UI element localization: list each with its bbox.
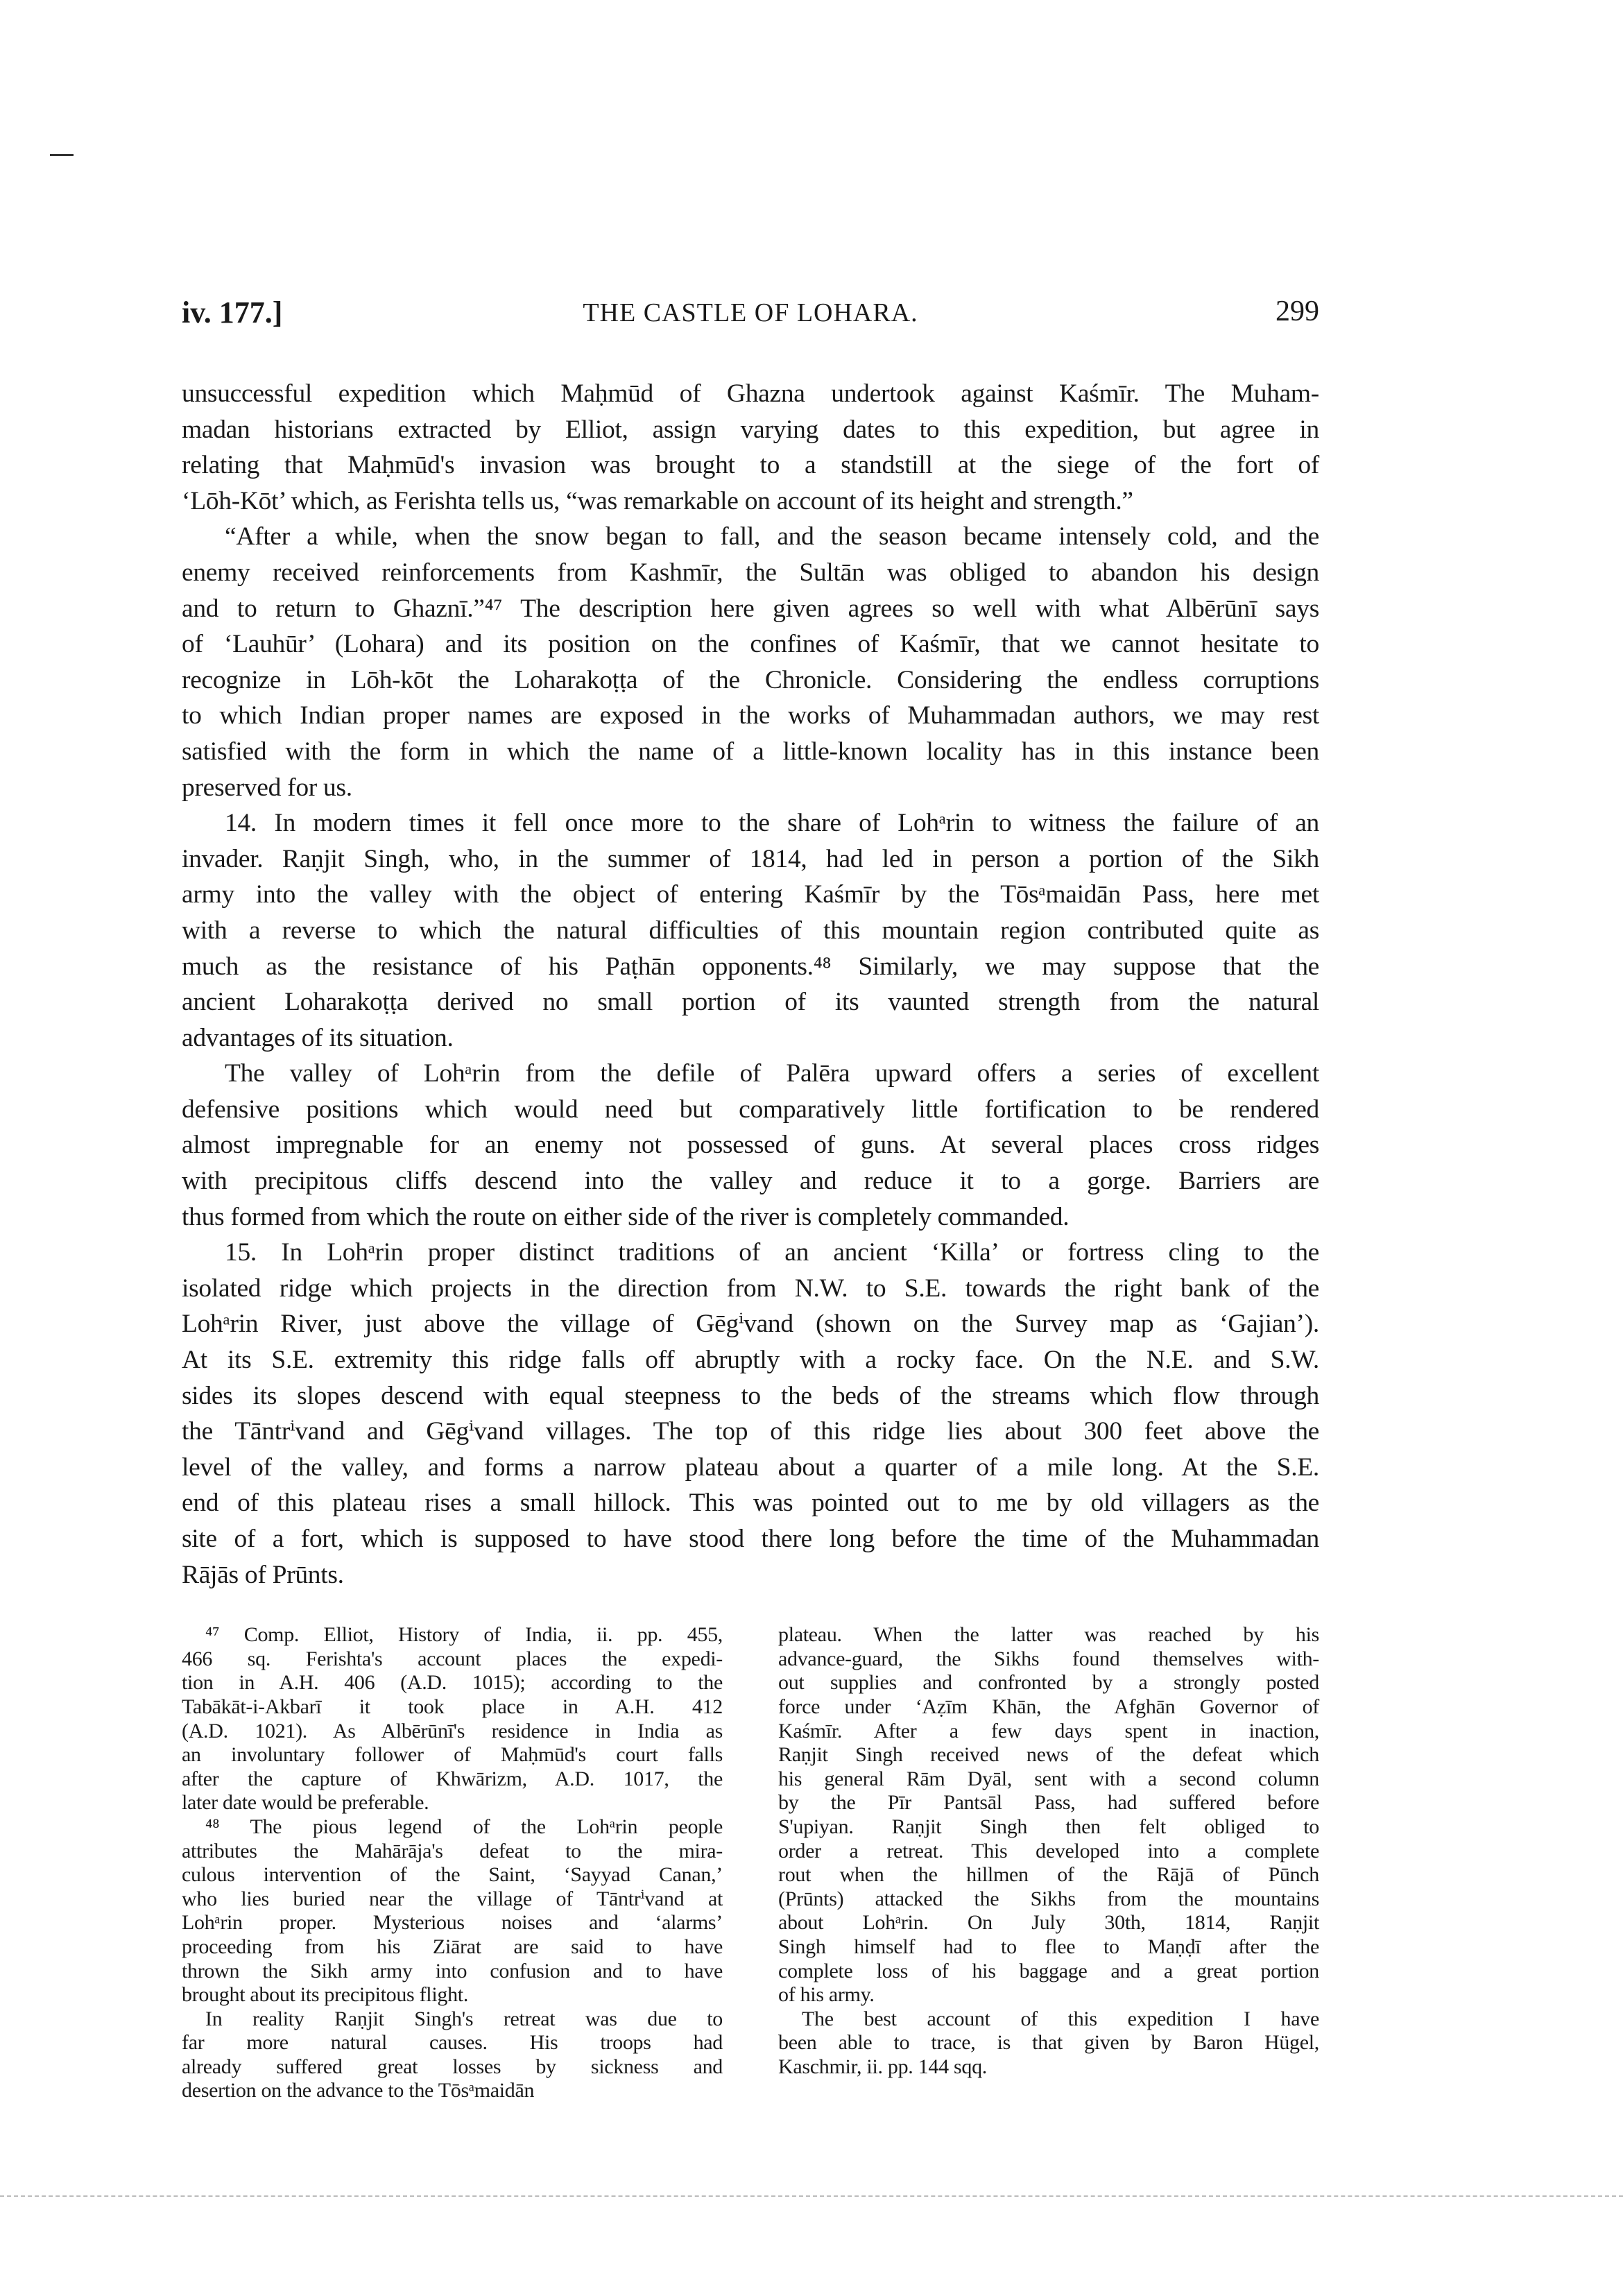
- text-line: Kaśmīr. After a few days spent in inaction,: [778, 1719, 1319, 1742]
- text-line: an involuntary follower of Maḥmūd's court falls: [182, 1743, 723, 1767]
- text-line: Lohᵃrin River, just above the village of Gēgⁱvand (shown on the Survey map as ‘Gajian’).: [182, 1310, 1319, 1339]
- margin-mark: [50, 154, 74, 156]
- text-line: advance-guard, the Sikhs found themselves with-: [778, 1647, 1319, 1670]
- footnote: [182, 1815, 723, 2007]
- text-line: ⁴⁷ Comp. Elliot, History of India, ii. pp. 455,: [205, 1623, 723, 1647]
- text-line: Rājās of Prūnts.: [182, 1560, 344, 1589]
- footnote: [778, 1623, 1319, 2007]
- scan-edge-line: [0, 2195, 1623, 2197]
- text-line: far more natural causes. His troops had: [182, 2031, 723, 2055]
- text-line: with a reverse to which the natural difficulties of this mountain region contributed quite as: [182, 916, 1319, 945]
- text-line: order a retreat. This developed into a complete: [778, 1839, 1319, 1862]
- text-line: The valley of Lohᵃrin from the defile of Palēra upward offers a series of excellent: [225, 1059, 1319, 1088]
- text-line: by the Pīr Pantsāl Pass, had suffered before: [778, 1791, 1319, 1815]
- text-line: proceeding from his Ziārat are said to have: [182, 1935, 723, 1958]
- text-line: complete loss of his baggage and a great portion: [778, 1959, 1319, 1982]
- text-line: been able to trace, is that given by Baron Hügel,: [778, 2031, 1319, 2055]
- text-line: rout when the hillmen of the Rājā of Pūnch: [778, 1863, 1319, 1887]
- text-line: Kaschmir, ii. pp. 144 sqq.: [778, 2055, 987, 2078]
- text-line: satisfied with the form in which the name of a little-known locality has in this instance been: [182, 737, 1319, 766]
- text-line: preserved for us.: [182, 773, 352, 802]
- paragraph: [182, 519, 1319, 805]
- text-line: (Prūnts) attacked the Sikhs from the mountains: [778, 1887, 1319, 1910]
- text-line: site of a fort, which is supposed to have stood there long before the time of the Muhammadan: [182, 1525, 1319, 1553]
- text-line: of his army.: [778, 1983, 875, 2007]
- text-line: plateau. When the latter was reached by his: [778, 1623, 1319, 1647]
- text-line: advantages of its situation.: [182, 1023, 454, 1052]
- text-line: 15. In Lohᵃrin proper distinct traditions of an ancient ‘Killa’ or fortress cling to the: [225, 1238, 1319, 1267]
- text-line: ancient Loharakoṭṭa derived no small portion of its vaunted strength from the natural: [182, 988, 1319, 1017]
- footnote: [182, 1623, 723, 1815]
- text-line: after the capture of Khwārizm, A.D. 1017, the: [182, 1767, 723, 1790]
- text-line: In reality Raṇjit Singh's retreat was due to: [205, 2007, 723, 2030]
- text-line: unsuccessful expedition which Maḥmūd of Ghazna undertook against Kaśmīr. The Muham-: [182, 379, 1319, 408]
- text-line: (A.D. 1021). As Albērūnī's residence in India as: [182, 1719, 723, 1742]
- text-line: out supplies and confronted by a strongly posted: [778, 1671, 1319, 1695]
- text-line: ⁴⁸ The pious legend of the Lohᵃrin people: [205, 1815, 723, 1838]
- text-line: desertion on the advance to the Tōsᵃmaidān: [182, 2079, 535, 2102]
- text-line: Singh himself had to flee to Maṇḍī after the: [778, 1935, 1319, 1958]
- text-line: level of the valley, and forms a narrow plateau about a quarter of a mile long. At the S.E.: [182, 1453, 1319, 1482]
- text-line: Tabākāt-i-Akbarī it took place in A.H. 412: [182, 1695, 723, 1718]
- text-line: S'upiyan. Raṇjit Singh then felt obliged to: [778, 1815, 1319, 1838]
- page-title: THE CASTLE OF LOHARA.: [583, 298, 918, 327]
- text-line: with precipitous cliffs descend into the valley and reduce it to a gorge. Barriers are: [182, 1167, 1319, 1196]
- text-line: Raṇjit Singh received news of the defeat which: [778, 1743, 1319, 1767]
- footnote: [182, 2007, 723, 2103]
- text-line: to which Indian proper names are exposed in the works of Muhammadan authors, we may rest: [182, 701, 1319, 730]
- text-line: end of this plateau rises a small hillock. This was pointed out to me by old villagers as the: [182, 1489, 1319, 1518]
- text-line: much as the resistance of his Paṭhān opponents.⁴⁸ Similarly, we may suppose that the: [182, 952, 1319, 981]
- text-line: invader. Raṇjit Singh, who, in the summer of 1814, had led in person a portion of the Sikh: [182, 844, 1319, 873]
- text-line: enemy received reinforcements from Kashmīr, the Sultān was obliged to abandon his design: [182, 558, 1319, 587]
- text-line: recognize in Lōh-kōt the Loharakoṭṭa of the Chronicle. Considering the endless corruptions: [182, 665, 1319, 694]
- text-line: the Tāntrⁱvand and Gēgⁱvand villages. The top of this ridge lies about 300 feet above the: [182, 1417, 1319, 1446]
- text-line: culous intervention of the Saint, ‘Sayyad Canan,’: [182, 1863, 723, 1887]
- text-line: almost impregnable for an enemy not possessed of guns. At several places cross ridges: [182, 1131, 1319, 1160]
- footnotes-left-column: [182, 1623, 723, 2103]
- text-line: army into the valley with the object of entering Kaśmīr by the Tōsᵃmaidān Pass, here met: [182, 880, 1319, 909]
- text-line: and to return to Ghaznī.”⁴⁷ The description here given agrees so well with what Albērūnī says: [182, 594, 1319, 623]
- footnotes-right-column: [778, 1623, 1319, 2103]
- text-line: isolated ridge which projects in the direction from N.W. to S.E. towards the right bank of the: [182, 1274, 1319, 1303]
- text-line: At its S.E. extremity this ridge falls off abruptly with a rocky face. On the N.E. and S.W.: [182, 1346, 1319, 1375]
- text-line: about Lohᵃrin. On July 30th, 1814, Raṇjit: [778, 1911, 1319, 1935]
- paragraph: [182, 805, 1319, 1056]
- text-line: 466 sq. Ferishta's account places the expedi-: [182, 1647, 723, 1670]
- text-line: brought about its precipitous flight.: [182, 1983, 469, 2007]
- text-line: thrown the Sikh army into confusion and to have: [182, 1959, 723, 1982]
- text-line: sides its slopes descend with equal steepness to the beds of the streams which flow through: [182, 1381, 1319, 1410]
- text-line: The best account of this expedition I have: [802, 2007, 1319, 2030]
- text-line: force under ‘Aẓīm Khān, the Afghān Governor of: [778, 1695, 1319, 1718]
- paragraph: [182, 376, 1319, 519]
- paragraph: [182, 1056, 1319, 1235]
- text-line: who lies buried near the village of Tāntrⁱvand at: [182, 1887, 723, 1910]
- text-line: defensive positions which would need but comparatively little fortification to be rendered: [182, 1095, 1319, 1124]
- text-line: tion in A.H. 406 (A.D. 1015); according to the: [182, 1671, 723, 1695]
- text-line: 14. In modern times it fell once more to the share of Lohᵃrin to witness the failure of an: [225, 809, 1319, 838]
- section-reference: iv. 177.]: [182, 295, 283, 329]
- text-line: relating that Maḥmūd's invasion was brought to a standstill at the siege of the fort of: [182, 451, 1319, 480]
- text-line: madan historians extracted by Elliot, assign varying dates to this expedition, but agree in: [182, 415, 1319, 444]
- text-line: attributes the Mahārāja's defeat to the mira-: [182, 1839, 723, 1862]
- text-line: already suffered great losses by sickness and: [182, 2055, 723, 2078]
- footnote: [778, 2007, 1319, 2080]
- text-line: later date would be preferable.: [182, 1791, 429, 1815]
- text-line: of ‘Lauhūr’ (Lohara) and its position on the confines of Kaśmīr, that we cannot hesitate to: [182, 630, 1319, 659]
- text-line: his general Rām Dyāl, sent with a second column: [778, 1767, 1319, 1790]
- main-text: [182, 376, 1319, 1593]
- paragraph: [182, 1235, 1319, 1593]
- running-header: [182, 295, 1319, 336]
- text-line: thus formed from which the route on either side of the river is completely commanded.: [182, 1202, 1070, 1231]
- text-line: ‘Lōh-Kōt’ which, as Ferishta tells us, “was remarkable on account of its height and strength.”: [182, 486, 1133, 515]
- text-line: Lohᵃrin proper. Mysterious noises and ‘alarms’: [182, 1911, 723, 1935]
- text-line: “After a while, when the snow began to fall, and the season became intensely cold, and the: [225, 522, 1319, 551]
- page-body: [182, 376, 1319, 2103]
- footnotes: [182, 1623, 1319, 2103]
- page-number: 299: [1276, 295, 1319, 327]
